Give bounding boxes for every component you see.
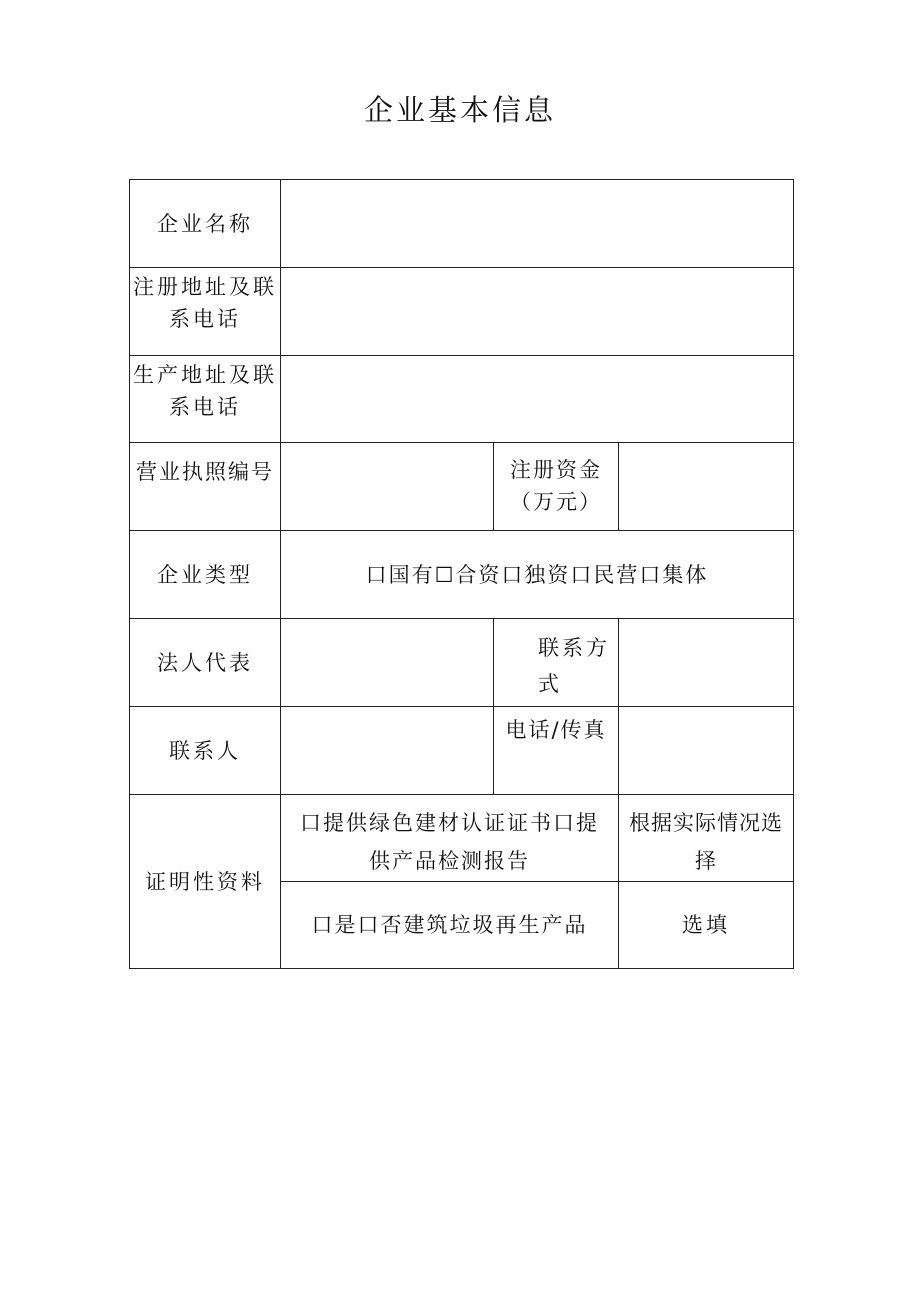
production-address-field[interactable] — [281, 356, 793, 442]
registered-capital-label — [494, 451, 618, 521]
registered-capital-label-line2: （万元） — [510, 490, 602, 514]
registered-address-field[interactable] — [281, 268, 793, 355]
proof-row1-options-line1: 口提供绿色建材认证证书口提 — [300, 811, 599, 835]
contact-method-field[interactable] — [619, 619, 793, 706]
company-type-options[interactable]: 口国有☐合资口独资口民营口集体 — [365, 562, 709, 587]
phone-fax-field[interactable] — [619, 707, 793, 794]
contact-method-label-line1: 联系方 — [538, 636, 610, 660]
legal-rep-label: 法人代表 — [157, 650, 253, 675]
registered-capital-field[interactable] — [619, 443, 793, 530]
proof-label: 证明性资料 — [145, 869, 265, 894]
legal-rep-field[interactable] — [281, 619, 493, 706]
proof-row1-note-line1: 根据实际情况选 — [629, 811, 783, 835]
registered-address-label-line1: 注册地址及联 — [133, 275, 277, 299]
proof-row1-note-line2: 择 — [695, 849, 717, 873]
table-border-right — [793, 179, 794, 969]
proof-row1-note — [619, 804, 793, 881]
company-name-label: 企业名称 — [157, 211, 253, 236]
production-address-label — [130, 356, 280, 442]
company-name-field[interactable] — [281, 180, 793, 267]
proof-row1-options-line2: 供产品检测报告 — [369, 849, 530, 873]
page-title: 企业基本信息 — [363, 93, 556, 127]
registered-capital-label-line1: 注册资金 — [510, 458, 602, 482]
contact-person-field[interactable] — [281, 707, 493, 794]
business-license-label: 营业执照编号 — [136, 460, 274, 484]
registered-address-label-line2: 系电话 — [169, 307, 241, 331]
proof-row1-options[interactable] — [281, 804, 618, 881]
production-address-label-line2: 系电话 — [169, 395, 241, 419]
proof-row2-options[interactable]: 口是口否建筑垃圾再生产品 — [311, 913, 588, 937]
company-type-label: 企业类型 — [157, 562, 253, 587]
contact-method-label — [494, 630, 618, 706]
table-border-bottom — [129, 968, 794, 969]
business-license-field[interactable] — [281, 443, 493, 530]
contact-method-label-line2: 式 — [538, 672, 562, 696]
production-address-label-line1: 生产地址及联 — [133, 363, 277, 387]
contact-person-label: 联系人 — [169, 738, 241, 763]
registered-address-label — [130, 268, 280, 355]
phone-fax-label: 电话/传真 — [505, 718, 607, 742]
proof-row2-note: 选填 — [682, 913, 730, 937]
